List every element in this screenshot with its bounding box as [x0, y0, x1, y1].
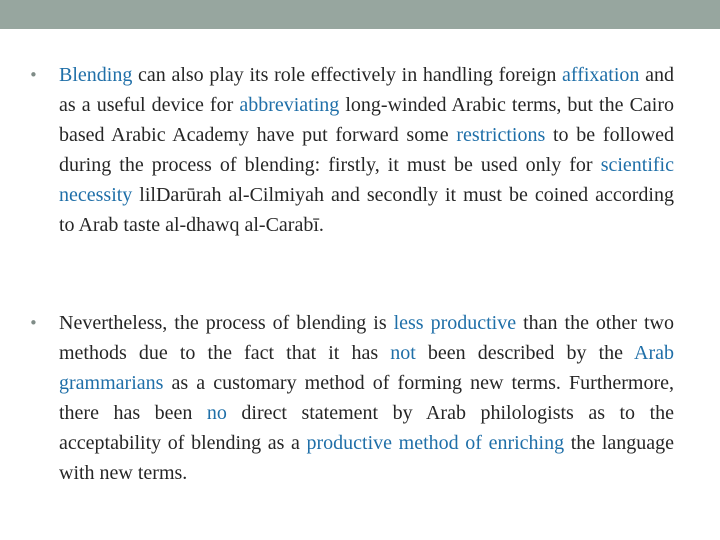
bullet-paragraph: [59, 60, 674, 240]
text-segment: restrictions: [456, 124, 546, 146]
slide-header-bar: [0, 0, 720, 29]
text-segment: scientific necessity: [59, 154, 674, 206]
bullet-item: [29, 308, 675, 488]
text-segment: the language with new terms.: [59, 432, 675, 484]
text-segment: than the other two methods due to the fact that it has: [59, 312, 674, 364]
text-segment: as a customary method of forming new terms. Furthermore, there has been: [59, 372, 674, 424]
text-segment: and as a useful device for: [59, 64, 674, 116]
text-segment: affixation: [562, 64, 640, 86]
text-segment: less productive: [393, 312, 517, 334]
text-segment: long-winded Arabic terms, but the Cairo based Arabic Academy have put forward some: [59, 94, 675, 146]
text-segment: lilDarūrah al-Cilmiyah and secondly it must be coined according to Arab taste al-dhawq al-Carabī.: [59, 184, 674, 236]
text-segment: abbreviating: [239, 94, 340, 116]
text-segment: been described by the: [415, 342, 635, 364]
text-segment: no: [206, 402, 227, 424]
text-segment: direct statement by Arab philologists as to the acceptability of blending as a: [59, 402, 674, 454]
text-segment: Blending: [59, 64, 133, 86]
text-segment: can also play its role effectively in handling foreign: [132, 64, 563, 86]
bullet-icon: •: [29, 314, 38, 332]
bullet-icon: •: [29, 66, 38, 84]
text-segment: Nevertheless, the process of blending is: [59, 312, 394, 334]
bullet-paragraph: [59, 308, 674, 488]
bullet-item: [29, 60, 675, 240]
text-segment: to be followed during the process of blending: firstly, it must be used only for: [59, 124, 675, 176]
text-segment: productive method of enriching: [306, 432, 565, 454]
text-segment: not: [390, 342, 416, 364]
text-segment: Arab grammarians: [59, 342, 675, 394]
